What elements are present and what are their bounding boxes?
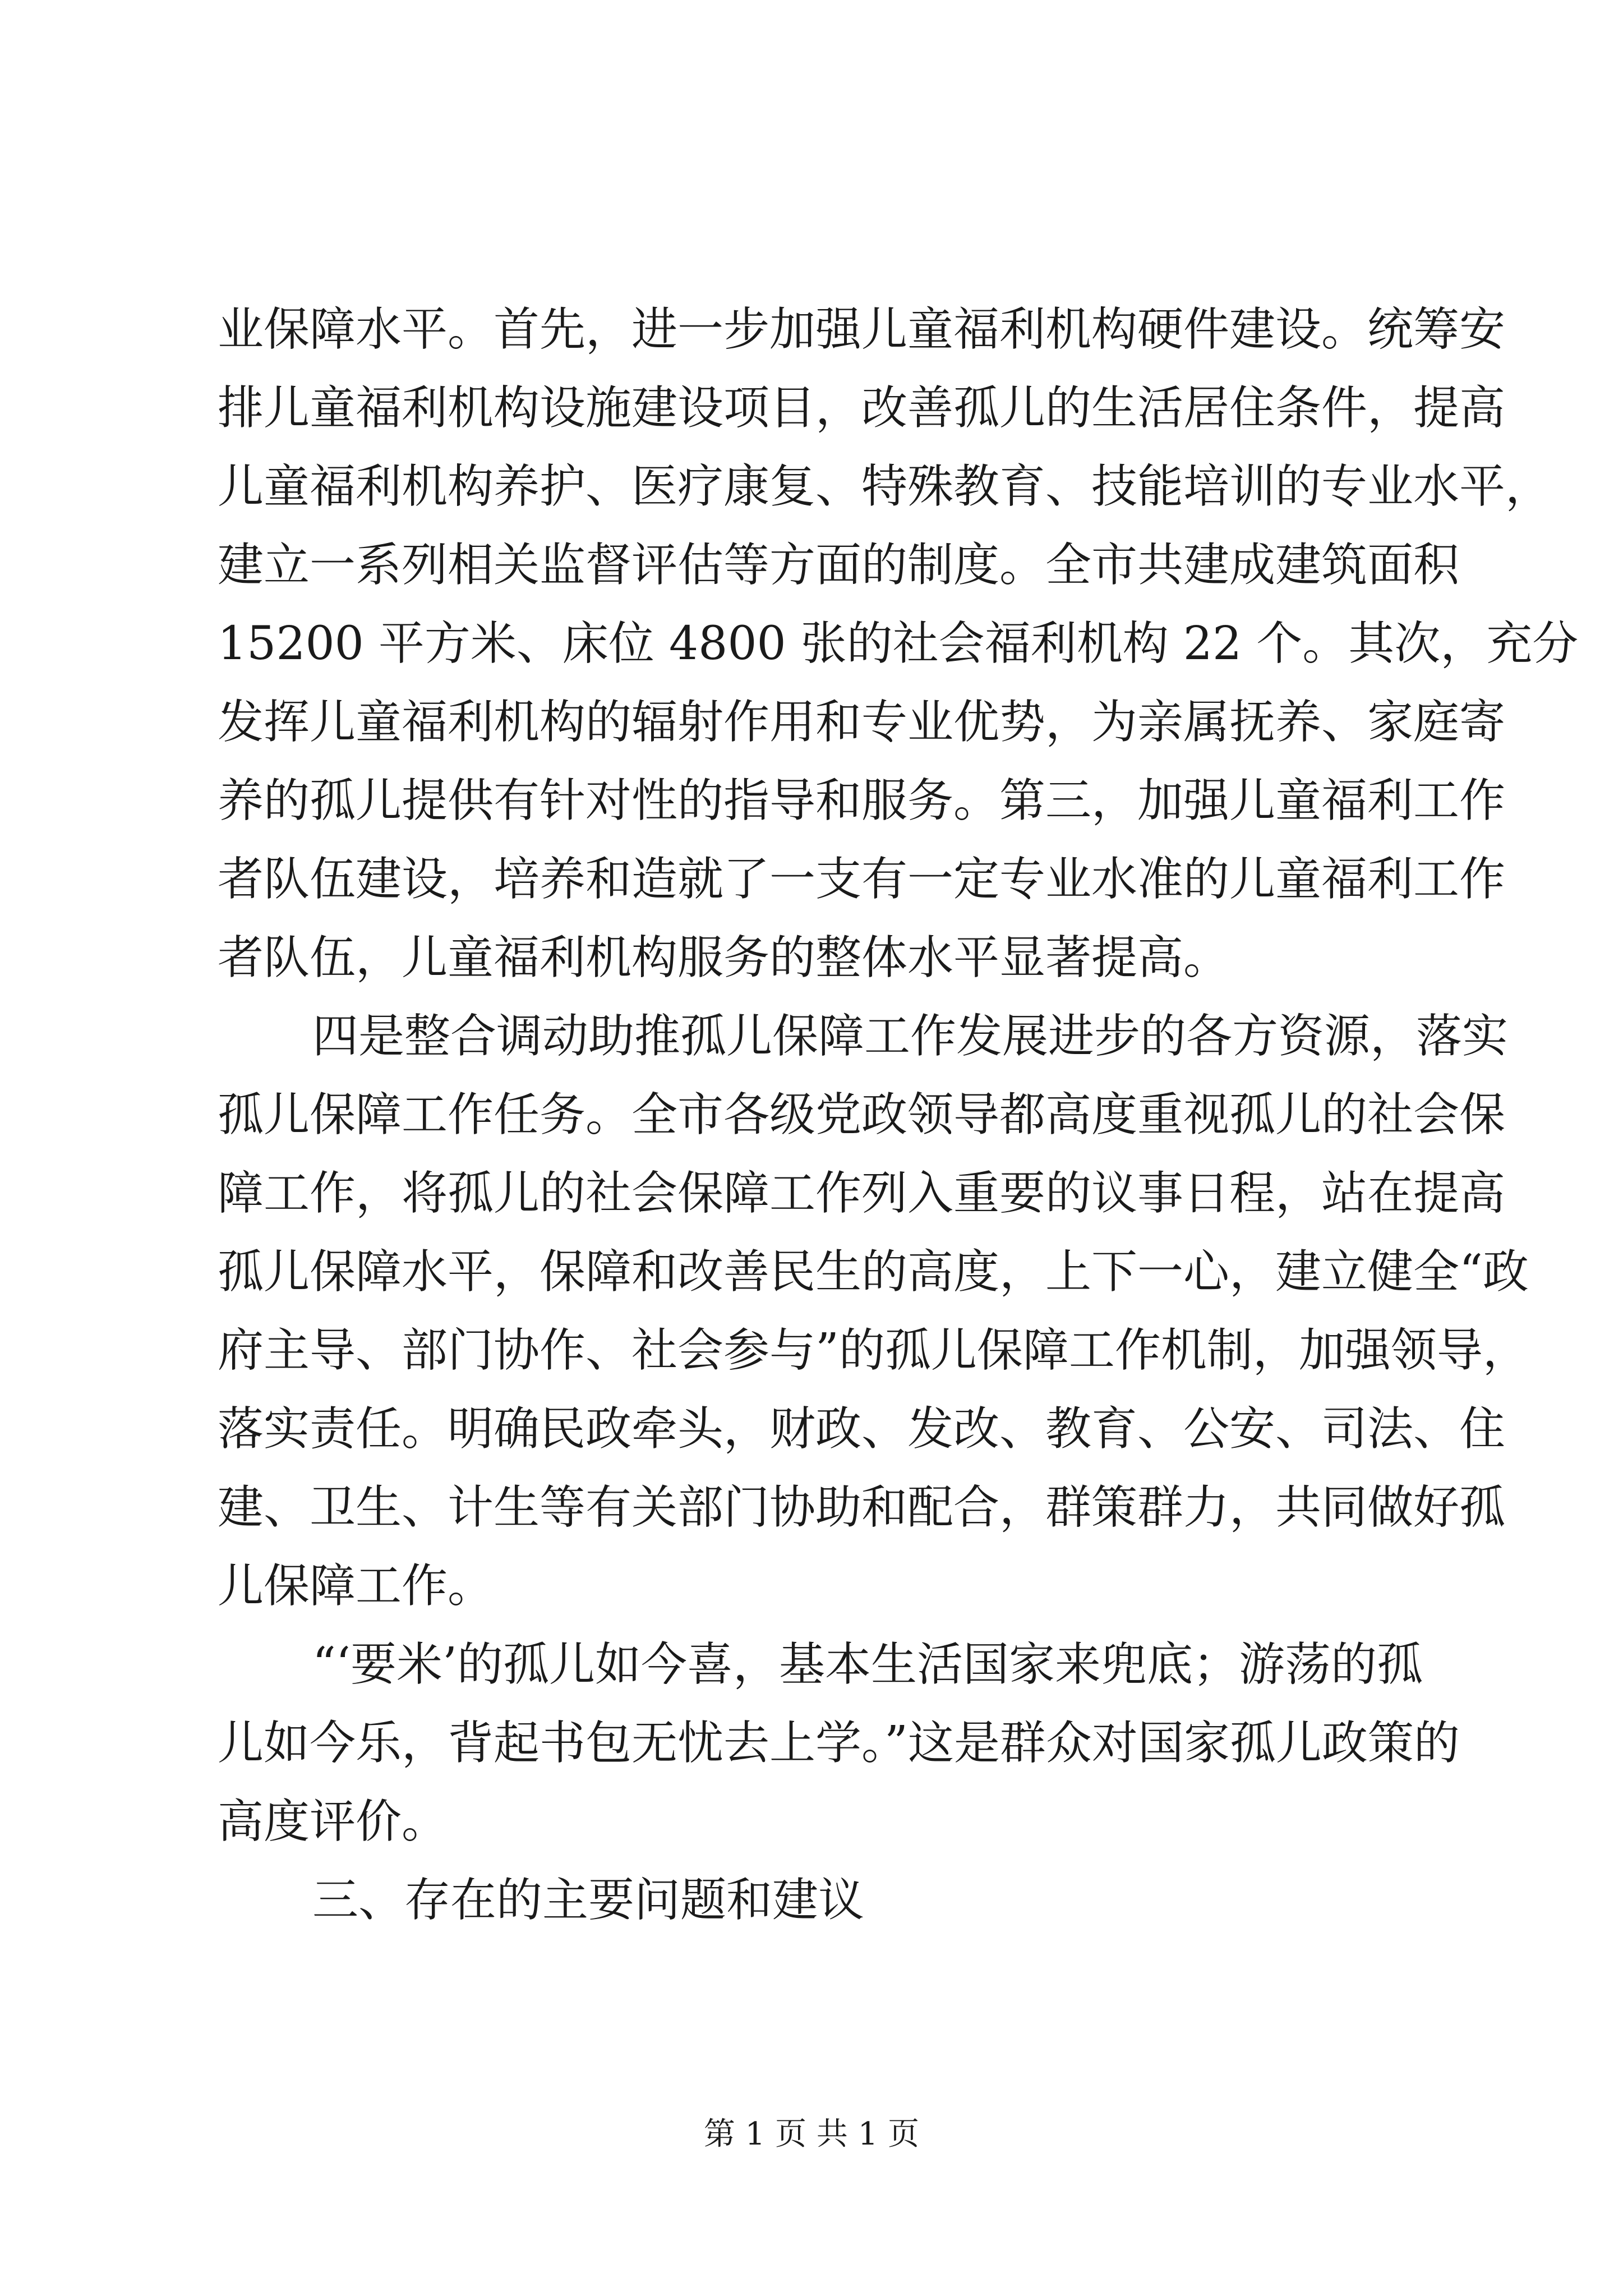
paragraph-line: 落实责任。明确民政牵头，财政、发改、教育、公安、司法、住 [218, 1402, 1506, 1456]
paragraph-line: 建、卫生、计生等有关部门协助和配合，群策群力，共同做好孤 [218, 1481, 1506, 1534]
paragraph-line: 业保障水平。首先，进一步加强儿童福利机构硬件建设。统筹安 [218, 303, 1506, 356]
paragraph-line: 者队伍建设，培养和造就了一支有一定专业水准的儿童福利工作 [218, 853, 1506, 906]
section-heading: 三、存在的主要问题和建议 [312, 1874, 865, 1927]
paragraph-line: 府主导、部门协作、社会参与”的孤儿保障工作机制，加强领导， [218, 1324, 1529, 1377]
paragraph-line: 儿保障工作。 [218, 1559, 494, 1613]
paragraph-line: 高度评价。 [218, 1795, 448, 1848]
paragraph-line: 孤儿保障水平，保障和改善民生的高度，上下一心，建立健全“政 [218, 1245, 1529, 1299]
paragraph-line: 发挥儿童福利机构的辐射作用和专业优势，为亲属抚养、家庭寄 [218, 696, 1506, 749]
page-footer: 第 1 页 共 1 页 [703, 2116, 920, 2152]
paragraph-line: 儿童福利机构养护、医疗康复、特殊教育、技能培训的专业水平， [218, 460, 1552, 513]
paragraph-line: “‘要米’的孤儿如今喜，基本生活国家来兜底；游荡的孤 [312, 1638, 1423, 1691]
paragraph-line: 障工作，将孤儿的社会保障工作列入重要的议事日程，站在提高 [218, 1167, 1506, 1220]
paragraph-line: 排儿童福利机构设施建设项目，改善孤儿的生活居住条件，提高 [218, 381, 1506, 435]
paragraph-line: 者队伍，儿童福利机构服务的整体水平显著提高。 [218, 931, 1230, 984]
paragraph-line: 孤儿保障工作任务。全市各级党政领导都高度重视孤儿的社会保 [218, 1088, 1506, 1142]
paragraph-line: 四是整合调动助推孤儿保障工作发展进步的各方资源，落实 [312, 1010, 1509, 1063]
paragraph-line: 15200 平方米、床位 4800 张的社会福利机构 22 个。其次，充分 [218, 617, 1579, 670]
paragraph-line: 儿如今乐，背起书包无忧去上学。”这是群众对国家孤儿政策的 [218, 1717, 1460, 1770]
paragraph-line: 建立一系列相关监督评估等方面的制度。全市共建成建筑面积 [218, 539, 1460, 592]
paragraph-line: 养的孤儿提供有针对性的指导和服务。第三，加强儿童福利工作 [218, 774, 1506, 827]
